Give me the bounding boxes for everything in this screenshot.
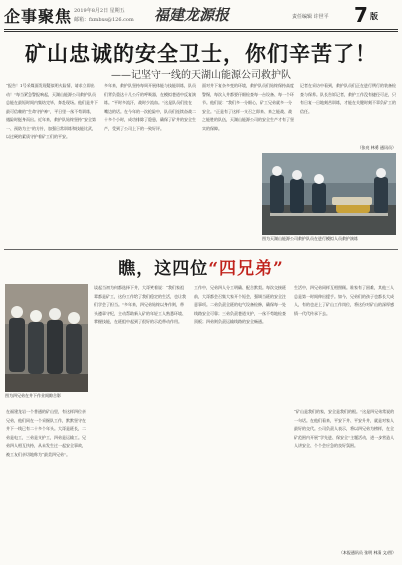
article2-headline-highlight: “四兄弟” xyxy=(208,259,284,279)
page-number-digit: 7 xyxy=(354,3,368,27)
rescue-drill-photo xyxy=(262,153,396,235)
article1-column-1: “报告！1号采煤面发现疑似明火险情，请求立即出动！”每当紧急警报响起，天湖山能源公司救护队员总能在最短时间内集结完毕，奔赴现场。他们是井下最可信赖的“生命守护神”，平日里一丝不苟训练，遇险时挺身而出。近年来，救护队始终坚持“安全第一、预防为主”的方针，加强日常训练和技能比武，以过硬的素质守护着矿工们的平安。 xyxy=(6,83,98,139)
article2-headline xyxy=(0,254,402,279)
article2-headline-main: 瞧，这四位 xyxy=(118,259,209,279)
editor-info: 责任编辑 许世平 xyxy=(292,14,329,20)
four-brothers-photo xyxy=(5,284,88,392)
article1-headline: 矿山忠诚的安全卫士，你们辛苦了！ xyxy=(25,41,377,66)
article-separator xyxy=(4,249,398,250)
issue-date: 2019年8月2日 星期五 xyxy=(74,8,125,14)
photo1-caption: 图为天湖山能源公司救护队员在进行模拟人员救护演练 xyxy=(262,236,358,241)
article1-author: （张亮 林勇 通讯员） xyxy=(357,145,396,150)
article2-column-1: 在福建龙岩一个普通的矿山里，有这样四位亲兄弟，他们同在一个采掘队工作，默默坚守在井下一线已有二十多个年头。大哥是班长，二弟是电工，三弟是支护工，四弟是运输工。兄弟四人相互扶持，从未发生过一起安全事故，被工友们亲切地称为“最美四兄弟”。 xyxy=(6,409,86,457)
article1-column-3: 面对井下复杂多变的环境，救护队员们始终保持高度警惕，每次入井都要仔细检查每一台设备、每一个环节。他们说：“我们多一分细心，矿工兄弟就多一分安全。”正是有了这样一支召之即来、来之能战、战之能胜的队伍，天湖山能源公司的安全生产才有了坚实的保障。 xyxy=(202,83,294,131)
article2-column-5: “矿山是我们的家，安全是我们的根。”这是四兄弟常说的一句话。在他们看来，平安下井、平安升井，就是对家人最好的交代。公司负责人表示，将以四兄弟为榜样，在全矿范围内开展“学先进、保安全”主题活动，进一步营造人人讲安全、个个会应急的良好氛围。 xyxy=(294,409,395,448)
email: 邮箱：fxmbxs@126.com xyxy=(74,17,134,23)
article2-author: （本报通讯员 张明 林清 文/图） xyxy=(338,550,396,555)
page-number-label: 版 xyxy=(370,11,378,21)
masthead-rule-thin xyxy=(4,31,398,32)
column-name: 企事聚焦 xyxy=(4,7,73,26)
article1-subheadline: ——记坚守一线的天湖山能源公司救护队 xyxy=(111,70,291,81)
article1-column-2: 多年来，救护队坚持每周开展体能与技能训练，队员们背负重达十几公斤的呼吸器，在模拟巷道中反复演练。“平时多流汗，战时少流血。”这是队员们挂在嘴边的话。在今年的一次抢险中，队员们连续奋战二十多个小时，成功排除了隐患，确保了矿井的安全生产，受到了公司上下的一致好评。 xyxy=(104,83,196,131)
article2-column-4: 生活中，四兄弟同样互相照顾。谁家有了困难，其他三人总是第一时间伸出援手。如今，兄弟们的孩子也都长大成人，有的也走上了矿山工作岗位，将这份对矿山的深厚感情一代代传承下去。 xyxy=(294,285,394,316)
page-number xyxy=(354,3,398,25)
newspaper-logo: 福建龙源报 xyxy=(154,6,230,24)
article2-column-3: 工作中，兄弟四人分工明确、配合默契。每次交接班前，大哥都会召集大家开个短会，强调当班的安全注意事项。二弟负责全班的电气设备检修，确保每一处线路安全可靠；三弟负责巷道支护，一丝不苟地检查顶板；四弟则负责运输线路的安全畅通。 xyxy=(194,285,286,324)
masthead xyxy=(4,4,398,30)
article1-column-4: 记者在采访中看到，救护队员们正在进行例行的装备检查与保养。队长告诉记者，救护工作没有捷径可走，只有日复一日地刻苦训练，才能在关键时刻不辜负矿工的信任。 xyxy=(300,83,396,114)
photo2-caption: 图为四兄弟在井下作业间隙合影 xyxy=(5,393,61,398)
masthead-rule xyxy=(4,29,398,30)
article2-column-2: 谈起当初为何都选择下井，大哥笑着说：“我们家祖辈都是矿工，这份工作给了我们稳定的生活，也让我们学会了担当。”多年来，四兄弟始终以身作则，带头遵章守纪，主动帮助新入矿的年轻工人熟悉环境、掌握技能，在班组中起到了很好的示范带动作用。 xyxy=(94,285,186,324)
